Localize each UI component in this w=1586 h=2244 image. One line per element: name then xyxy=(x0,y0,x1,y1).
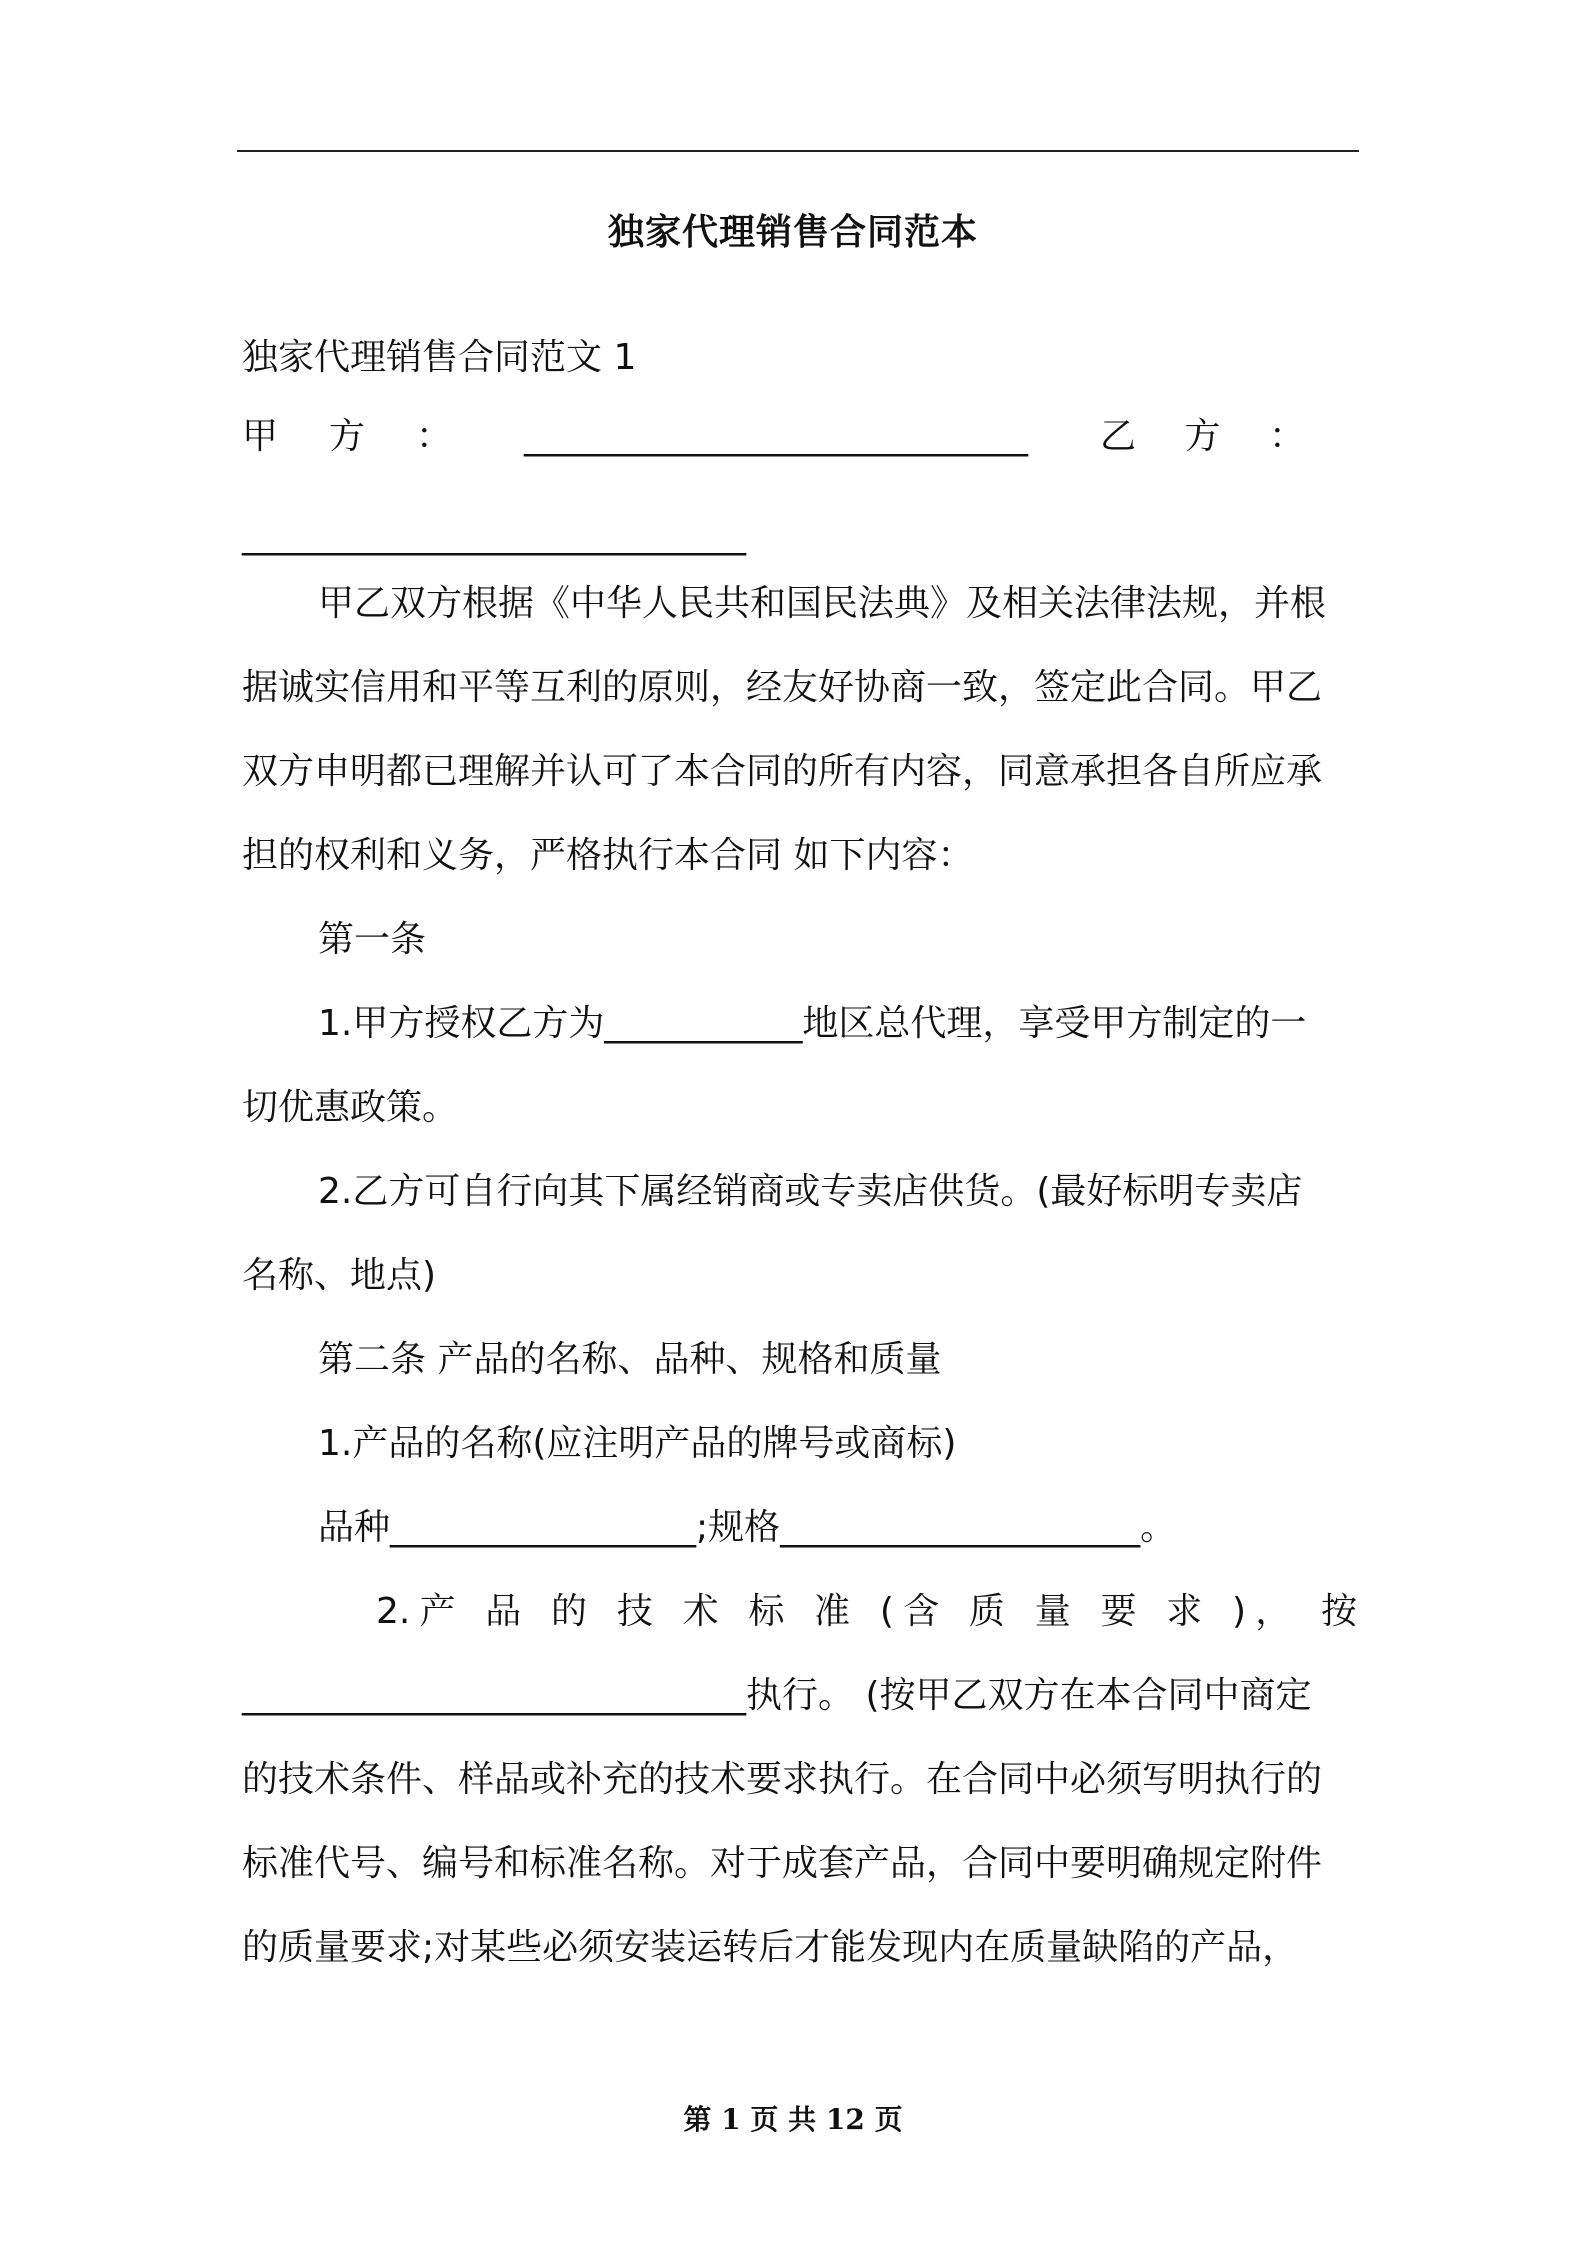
body-line: 双方申明都已理解并认可了本合同的所有内容，同意承担各自所应承 xyxy=(242,751,1323,792)
body-line: 据诚实信用和平等互利的原则，经友好协商一致，签定此合同。甲乙 xyxy=(242,667,1323,708)
body-line: 切优惠政策。 xyxy=(242,1087,459,1128)
party-b-label xyxy=(1100,413,1305,461)
body-line: 1.产品的名称(应注明产品的牌号或商标) xyxy=(318,1423,957,1464)
party-b-colon: ： xyxy=(1268,416,1305,457)
body-line: 1.甲方授权乙方为___________地区总代理，享受甲方制定的一 xyxy=(318,1003,1307,1044)
body-line: 担的权利和义务，严格执行本合同 如下内容： xyxy=(242,835,974,876)
body-line: 的质量要求;对某些必须安装运转后才能发现内在质量缺陷的产品， xyxy=(242,1927,1299,1968)
page-number-footer: 第 1 页 共 12 页 xyxy=(683,2103,903,2136)
body-line: 名称、地点) xyxy=(242,1255,437,1296)
party-row xyxy=(242,413,1357,461)
party-b-char2: 方 xyxy=(1184,416,1221,457)
body-line: 甲乙双方根据《中华人民共和国民法典》及相关法律法规，并根 xyxy=(318,583,1327,624)
party-a-blank: ____________________________ xyxy=(524,416,1028,457)
document-title: 独家代理销售合同范本 xyxy=(607,212,978,253)
article-heading: 第二条 产品的名称、品种、规格和质量 xyxy=(318,1339,942,1380)
section-subtitle: 独家代理销售合同范文 1 xyxy=(242,337,637,378)
party-a-colon: ： xyxy=(415,416,452,457)
party-b-blank: ____________________________ xyxy=(242,515,746,556)
party-a-char1: 甲 xyxy=(242,416,279,457)
party-b-char1: 乙 xyxy=(1100,416,1137,457)
party-a-label xyxy=(242,413,452,461)
body-line: 标准代号、编号和标准名称。对于成套产品，合同中要明确规定附件 xyxy=(242,1843,1323,1884)
body-line: 2.产 品 的 技 术 标 准 (含 质 量 要 求 )， 按 xyxy=(376,1591,1357,1632)
article-heading: 第一条 xyxy=(318,919,427,960)
body-line: 的技术条件、样品或补充的技术要求执行。在合同中必须写明执行的 xyxy=(242,1759,1323,1800)
body-line: 品种_________________;规格____________________。 xyxy=(318,1507,1177,1548)
party-a-char2: 方 xyxy=(328,416,365,457)
body-line: 2.乙方可自行向其下属经销商或专卖店供货。(最好标明专卖店 xyxy=(318,1171,1303,1212)
body-line: ____________________________执行。 (按甲乙双方在本合同中商定 xyxy=(242,1675,1312,1716)
header-rule xyxy=(237,150,1359,152)
